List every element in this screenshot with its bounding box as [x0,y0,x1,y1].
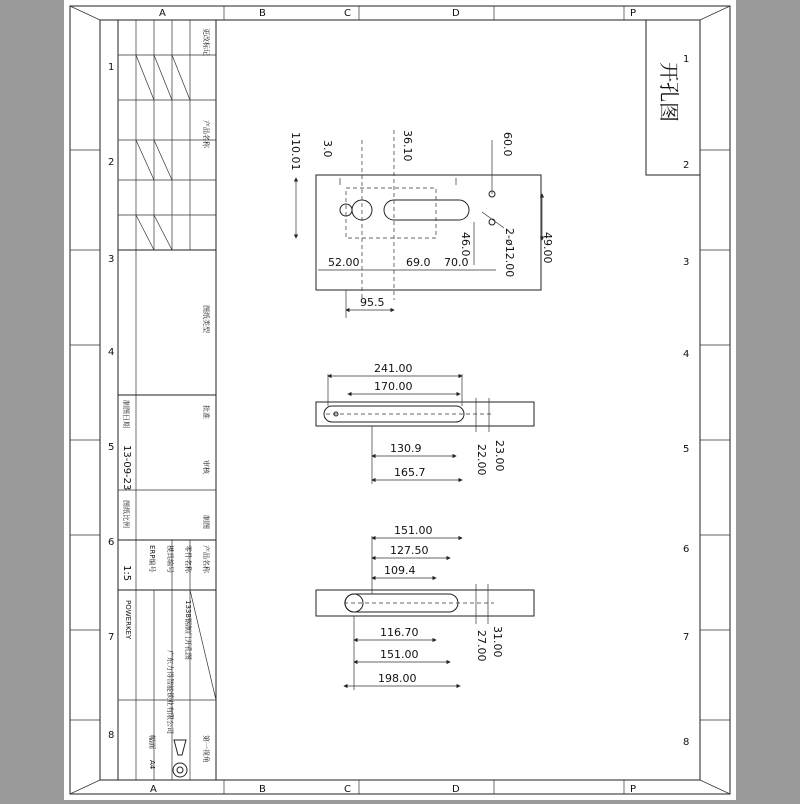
dim-151a: 151.00 [394,524,433,537]
dim-36: 36.10 [401,130,414,162]
drawing-title: 开孔图 [657,62,681,122]
right-row-2: 2 [683,160,690,171]
mold-label: 模具编号 [166,545,174,573]
part-number: 1338钢制门开孔图 [184,600,192,660]
logo-text: POWERKEY [124,600,132,640]
col-letter-d: D [452,8,460,19]
dim-165: 165.7 [394,466,426,479]
right-row-3: 3 [683,257,690,268]
bottom-col-d: D [452,784,460,795]
dim-22: 22.00 [475,444,488,476]
draw-date-value: 13-09-23 [121,445,132,491]
bottom-col-b: B [259,784,266,795]
drawing-sheet [64,0,736,800]
col-letter-c: C [344,8,351,19]
erp-label: ERP编号 [148,545,156,573]
dim-70: 70.0 [444,256,469,269]
product-name-label: 产品名称 [202,545,210,573]
bottom-col-c: C [344,784,351,795]
dim-60: 60.0 [501,132,514,157]
dim-241: 241.00 [374,362,413,375]
right-row-6: 6 [683,544,690,555]
col-letter-a: A [159,8,166,19]
row-num-6: 6 [108,537,115,548]
projection-symbol-icon [173,740,187,777]
company-name: 广东力得智能锁业有限公司 [166,650,174,734]
paper-size-label: 幅面 [148,735,156,749]
row-num-1: 1 [108,62,115,73]
dim-130: 130.9 [390,442,422,455]
dim-109: 109.4 [384,564,416,577]
view-2-slot-plate [316,362,534,484]
dim-3: 3.0 [321,140,334,158]
left-zone-markers [70,62,114,741]
dim-170: 170.00 [374,380,413,393]
dim-116: 116.70 [380,626,419,639]
title-block [118,20,216,780]
approver-label: 批准 [202,405,210,419]
row-num-3: 3 [108,254,115,265]
dim-69: 69.0 [406,256,431,269]
view-1-plate [289,130,554,318]
dim-110: 110.01 [289,132,302,171]
bottom-col-p: P [630,784,637,795]
row-num-7: 7 [108,632,115,643]
revision-header: 更改标记 [202,28,210,56]
dim-52: 52.00 [328,256,360,269]
right-row-8: 8 [683,737,690,748]
bottom-col-a: A [150,784,157,795]
row-num-4: 4 [108,347,115,358]
scale-value: 1:5 [121,565,132,582]
right-row-4: 4 [683,349,690,360]
sheet-label: 第一视角 [202,735,210,763]
checker-label: 审核 [202,460,210,474]
dim-46: 46.0 [459,232,472,257]
row-num-2: 2 [108,157,115,168]
bottom-zone-markers [150,780,636,795]
product-label: 产品名称 [202,120,210,148]
dim-198: 198.00 [378,672,417,685]
dim-23: 23.00 [493,440,506,472]
row-num-5: 5 [108,442,115,453]
drawing-type-label: 图纸类型 [202,305,210,333]
col-letter-p: P [630,8,637,19]
dim-127: 127.50 [390,544,429,557]
dim-31: 31.00 [491,626,504,658]
right-row-1: 1 [683,54,690,65]
dim-27: 27.00 [475,630,488,662]
dim-holes: 2-ø12.00 [503,228,516,278]
right-row-7: 7 [683,632,690,643]
draw-date-label: 制图日期 [122,400,130,428]
drafter-label: 制图 [202,515,210,529]
paper-size: A4 [148,760,156,770]
right-zone-markers [683,54,730,748]
dim-95: 95.5 [360,296,385,309]
part-name-label: 零件名称 [184,545,192,573]
dim-49: 49.00 [541,232,554,264]
row-num-8: 8 [108,730,115,741]
view-3-slot-plate [316,524,534,690]
scale-label: 图纸比例 [122,500,130,528]
col-letter-b: B [259,8,266,19]
dim-151b: 151.00 [380,648,419,661]
right-row-5: 5 [683,444,690,455]
technical-drawing [64,0,736,800]
top-zone-markers [159,6,636,20]
